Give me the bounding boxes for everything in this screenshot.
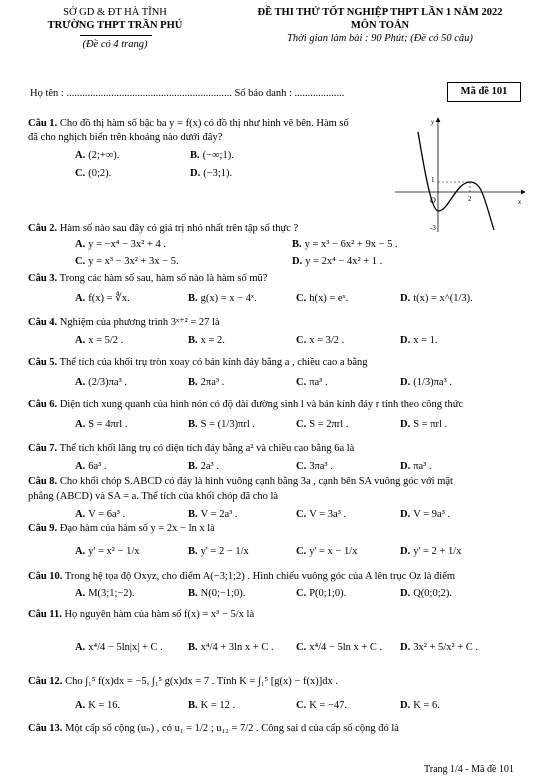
curve — [418, 132, 494, 230]
q9-option-d[interactable]: D. y' = 2 + 1/x — [400, 546, 462, 557]
tick-2: 2 — [468, 195, 472, 203]
q4-option-c[interactable]: C. x = 3/2 . — [296, 335, 345, 346]
q12-option-c[interactable]: C. K = −47. — [296, 700, 348, 711]
origin-label: O — [430, 196, 436, 205]
q12-option-d[interactable]: D. K = 6. — [400, 700, 440, 711]
q11-option-d[interactable]: D. 3x² + 5/x² + C . — [400, 642, 479, 653]
q2-text: Câu 2. Hàm số nào sau đây có giá trị nhỏ nhất trên tập số thực ? — [28, 223, 299, 234]
dept-name: SỞ GD & ĐT HÀ TĨNH — [63, 7, 167, 18]
q10-option-a[interactable]: A. M(3;1;−2). — [75, 588, 135, 599]
x-label: x — [518, 198, 522, 206]
q3-text: Câu 3. Trong các hàm số sau, hàm số nào là hàm số mũ? — [28, 273, 268, 284]
q1-stem: Cho đồ thị hàm số bậc ba y = f(x) có đồ thị như hình vẽ bên. Hàm số — [59, 118, 349, 129]
q1-option-a[interactable]: A. (2;+∞). — [75, 150, 120, 161]
q2-option-d[interactable]: D. y = 2x⁴ − 4x² + 1 . — [292, 256, 383, 267]
q1-text — [28, 117, 349, 131]
q3-option-b[interactable]: B. g(x) = x − 4ˣ. — [188, 293, 257, 304]
q8-option-a[interactable]: A. V = 6a³ . — [75, 509, 126, 520]
q1-option-d[interactable]: D. (−3;1). — [190, 168, 233, 179]
q7-option-c[interactable]: C. 3πa³ . — [296, 461, 333, 472]
q6-option-a[interactable]: A. S = 4πrl . — [75, 419, 128, 430]
exam-code-box: Mã đề 101 — [447, 82, 521, 102]
q12-option-a[interactable]: A. K = 16. — [75, 700, 121, 711]
q7-option-b[interactable]: B. 2a³ . — [188, 461, 219, 472]
q13-text: Câu 13. Một cấp số cộng (uₙ) , có u₁ = 1/2 ; u₁₂ = 7/2 . Công sai d của cấp số cộng đó là — [28, 723, 399, 734]
q5-option-d[interactable]: D. (1/3)πa³ . — [400, 377, 452, 388]
header-rule — [80, 35, 152, 36]
q4-option-a[interactable]: A. x = 5/2 . — [75, 335, 124, 346]
q10-option-d[interactable]: D. Q(0;0;2). — [400, 588, 453, 599]
q6-option-b[interactable]: B. S = (1/3)πrl . — [188, 419, 256, 430]
q3-option-d[interactable]: D. t(x) = x^(1/3). — [400, 293, 473, 304]
q5-option-a[interactable]: A. (2/3)πa³ . — [75, 377, 127, 388]
q9-option-a[interactable]: A. y' = x² − 1/x — [75, 546, 140, 557]
q8-option-d[interactable]: D. V = 9a³ . — [400, 509, 451, 520]
q3-option-c[interactable]: C. h(x) = eˣ. — [296, 293, 349, 304]
q7-text: Câu 7. Thể tích khối lăng trụ có diện tích đáy bằng a² và chiều cao bằng 6a là — [28, 443, 355, 454]
q6-option-d[interactable]: D. S = πrl . — [400, 419, 448, 430]
pages-note: (Đề có 4 trang) — [82, 39, 148, 50]
school-name: TRƯỜNG THPT TRẦN PHÚ — [47, 20, 183, 31]
q10-option-c[interactable]: C. P(0;1;0). — [296, 588, 347, 599]
q11-text: Câu 11. Họ nguyên hàm của hàm số f(x) = x³ − 5/x là — [28, 609, 255, 620]
q10-option-b[interactable]: B. N(0;−1;0). — [188, 588, 246, 599]
q3-option-a[interactable]: A. f(x) = ∜x. — [75, 293, 130, 304]
page-footer: Trang 1/4 - Mã đề 101 — [424, 764, 514, 775]
q6-option-c[interactable]: C. S = 2πrl . — [296, 419, 349, 430]
q2-option-a[interactable]: A. y = −x⁴ − 3x² + 4 . — [75, 239, 166, 250]
q1-option-b[interactable]: B. (−∞;1). — [190, 150, 234, 161]
name-field: Họ tên : ............................................................... Số báo danh : ................... — [30, 88, 345, 99]
q7-option-d[interactable]: D. πa³ . — [400, 461, 432, 472]
q12-option-b[interactable]: B. K = 12 . — [188, 700, 236, 711]
q9-option-b[interactable]: B. y' = 2 − 1/x — [188, 546, 249, 557]
q1-option-c[interactable]: C. (0;2). — [75, 168, 112, 179]
q5-option-c[interactable]: C. πa³ . — [296, 377, 328, 388]
q11-option-b[interactable]: B. x⁴/4 + 3ln x + C . — [188, 642, 274, 653]
q4-option-d[interactable]: D. x = 1. — [400, 335, 438, 346]
q4-text: Câu 4. Nghiệm của phương trình 3ˣ⁺² = 27 là — [28, 317, 220, 328]
q8-option-b[interactable]: B. V = 2a³ . — [188, 509, 238, 520]
exam-title: ĐỀ THI THỬ TỐT NGHIỆP THPT LẦN 1 NĂM 2022 — [257, 7, 503, 18]
q11-option-c[interactable]: C. x⁴/4 − 5ln x + C . — [296, 642, 383, 653]
q8-option-c[interactable]: C. V = 3a³ . — [296, 509, 347, 520]
q1-stem-2: đã cho nghịch biến trên khoảng nào dưới đây? — [28, 132, 223, 143]
subject: MÔN TOÁN — [350, 20, 410, 31]
q4-option-b[interactable]: B. x = 2. — [188, 335, 225, 346]
cubic-graph — [390, 110, 530, 235]
y-label: y — [431, 118, 435, 126]
time-note: Thời gian làm bài : 90 Phút; (Đề có 50 câu) — [287, 33, 473, 44]
q2-option-b[interactable]: B. y = x³ − 6x² + 9x − 5 . — [292, 239, 398, 250]
q11-option-a[interactable]: A. x⁴/4 − 5ln|x| + C . — [75, 642, 163, 653]
q9-option-c[interactable]: C. y' = x − 1/x — [296, 546, 358, 557]
q9-text: Câu 9. Đạo hàm của hàm số y = 2x − ln x là — [28, 523, 215, 534]
q5-option-b[interactable]: B. 2πa³ . — [188, 377, 225, 388]
q7-option-a[interactable]: A. 6a³ . — [75, 461, 107, 472]
q12-text: Câu 12. Cho ∫₁⁵ f(x)dx = −5, ∫₁⁵ g(x)dx = 7 . Tính K = ∫₁⁵ [g(x) − f(x)]dx . — [28, 676, 338, 687]
q5-text: Câu 5. Thể tích của khối trụ tròn xoay có bán kính đáy bằng a , chiều cao a bằng — [28, 357, 368, 368]
q1-num: Câu 1. — [28, 118, 58, 129]
q10-text: Câu 10. Trong hệ tọa độ Oxyz, cho điểm A(−3;1;2) . Hình chiếu vuông góc của A lên trục Oz là điểm — [28, 571, 456, 582]
tick-1: 1 — [431, 176, 435, 184]
q8-stem-2: phẳng (ABCD) và SA = a. Thể tích của khối chóp đã cho là — [28, 491, 279, 502]
q6-text: Câu 6. Diện tích xung quanh của hình nón có độ dài đường sinh l và bán kính đáy r tính theo công thức — [28, 399, 464, 410]
tick-minus-3: -3 — [430, 224, 436, 232]
q8-text: Câu 8. Cho khối chóp S.ABCD có đáy là hình vuông cạnh bằng 3a , cạnh bên SA vuông góc với mặt — [28, 476, 453, 487]
q2-option-c[interactable]: C. y = x³ − 3x² + 3x − 5. — [75, 256, 179, 267]
